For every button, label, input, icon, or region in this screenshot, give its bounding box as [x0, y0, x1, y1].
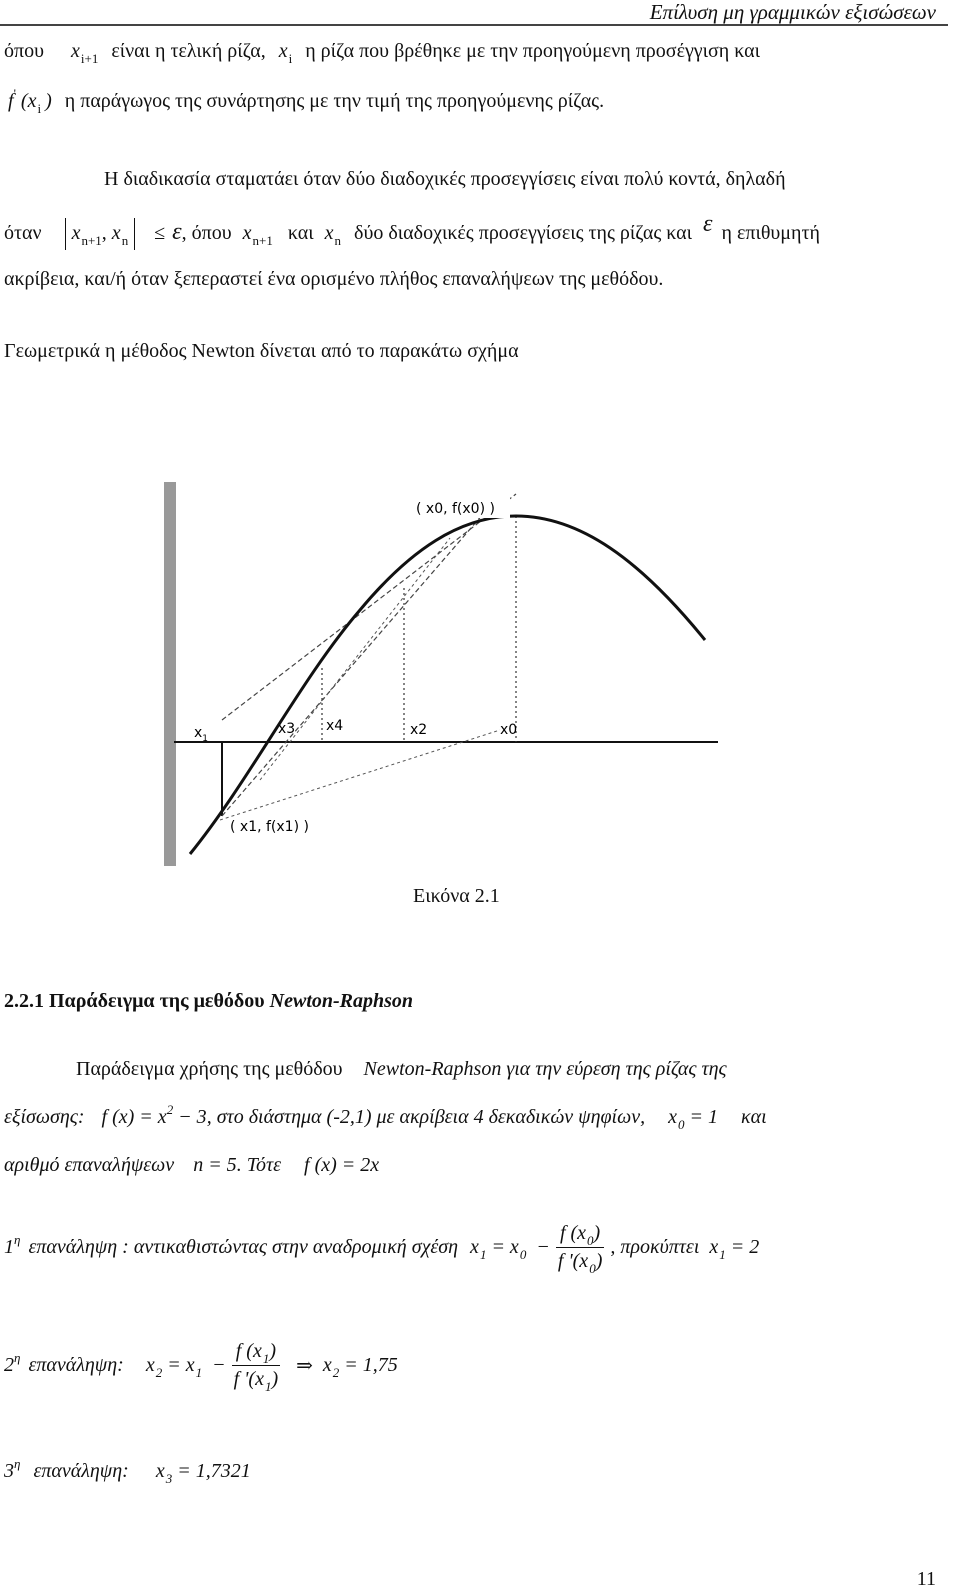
numerator [232, 1340, 280, 1366]
label-x1-fx1: ( x1, f(x1) ) [230, 819, 309, 835]
text: Παράδειγμα χρήσης της μεθόδου [76, 1058, 343, 1080]
header-rule [0, 24, 948, 26]
label-x4: x4 [326, 718, 344, 734]
sub: 0 [519, 1247, 527, 1262]
s: 0 [589, 1261, 596, 1276]
var-x: x [278, 40, 288, 62]
var: x [470, 1236, 479, 1258]
sub: 1 [479, 1247, 487, 1262]
para1-line1 [4, 40, 761, 66]
word-opou: , όπου [181, 222, 232, 244]
minus: − [212, 1354, 226, 1376]
var-x: x [71, 40, 80, 62]
n: f (x [559, 1222, 587, 1244]
page-number: 11 [916, 1568, 936, 1590]
text: είναι η τελική ρίζα, [111, 40, 266, 62]
var: x [709, 1236, 719, 1258]
val: = 1,7321 [177, 1460, 251, 1482]
text: επανάληψη: [33, 1460, 129, 1482]
sub-i: i [37, 101, 42, 116]
denominator [230, 1366, 283, 1394]
d: f '(x [233, 1368, 264, 1390]
sub-i: i [288, 51, 293, 66]
paren-open: ( [20, 90, 28, 112]
eq: = x [491, 1236, 519, 1258]
iter-num [4, 1232, 21, 1259]
tangent-at-x1 [222, 506, 490, 816]
result [322, 1354, 398, 1380]
para2-line2 [4, 211, 820, 250]
iteration-2 [4, 1340, 398, 1394]
sub: 2 [155, 1365, 163, 1380]
x0-sub: 0 [678, 1117, 685, 1132]
eq-lhs: f (x) = x [101, 1106, 167, 1128]
text: αριθμό επαναλήψεων [4, 1154, 175, 1176]
implies-arrow: ⇒ [296, 1355, 313, 1377]
fraction [554, 1222, 607, 1276]
sub-i1: i+1 [80, 51, 99, 66]
c: ) [593, 1222, 601, 1244]
section-title-latin: Newton-Raphson [269, 990, 414, 1012]
lhs [145, 1354, 203, 1380]
figure-left-bar [164, 482, 176, 866]
c: ) [595, 1250, 603, 1272]
sub: 1 [719, 1247, 726, 1262]
prime: ' [13, 86, 16, 101]
word-opou: όπου [4, 40, 44, 62]
label-x1-sub: 1 [202, 734, 209, 744]
x0-eq [668, 1106, 719, 1132]
sup: η [14, 1456, 21, 1471]
para1-line2 [8, 86, 605, 116]
label-x3: x3 [278, 721, 296, 737]
var-x: x [71, 222, 81, 244]
s: 0 [587, 1233, 594, 1248]
val: = 1,75 [344, 1354, 398, 1376]
x0-var: x [668, 1106, 678, 1128]
paren-close: ) [45, 90, 52, 112]
var-x: x [111, 222, 121, 244]
numerator [556, 1222, 604, 1248]
sub-n: n [334, 233, 342, 248]
equation [101, 1102, 207, 1128]
iter-num [4, 1350, 21, 1377]
var: x [145, 1354, 155, 1376]
tangent-at-x0 [222, 494, 516, 720]
var-x: x [242, 222, 252, 244]
n: f (x [235, 1340, 262, 1362]
section-heading [4, 990, 413, 1013]
sub-n1: n+1 [252, 233, 273, 248]
c: ) [271, 1368, 279, 1390]
result [709, 1236, 760, 1262]
eq-rest: − 3 [178, 1106, 207, 1128]
num: 3 [4, 1460, 14, 1482]
example-line1 [76, 1058, 727, 1081]
var-f: f [8, 90, 14, 112]
d: f '(x [557, 1250, 589, 1272]
leq-symbol: ≤ [154, 222, 166, 244]
epsilon: ε [172, 219, 182, 245]
lhs [470, 1236, 527, 1262]
sub: 1 [195, 1365, 203, 1380]
label-x0: x0 [500, 722, 518, 738]
text: εξίσωσης: [4, 1106, 85, 1128]
sub: 3 [165, 1471, 173, 1486]
text: επανάληψη: [28, 1354, 124, 1376]
para3: Γεωμετρικά η μέθοδος Newton δίνεται από το παρακάτω σχήμα [4, 340, 519, 362]
var-x: x [324, 222, 334, 244]
text: επανάληψη : αντικαθιστώντας στην αναδρομική σχέση [28, 1236, 459, 1258]
iteration-1 [4, 1222, 760, 1276]
sub-n1: n+1 [81, 233, 102, 248]
word-otan: όταν [4, 222, 42, 244]
var-x: x [27, 90, 37, 112]
word-kai: και [741, 1106, 767, 1128]
figure-caption: Εικόνα 2.1 [413, 885, 500, 907]
example-line3 [4, 1154, 379, 1177]
para2-line1: Η διαδικασία σταματάει όταν δύο διαδοχικές προσεγγίσεις είναι πολύ κοντά, δηλαδή [104, 168, 786, 190]
sub-n: n [121, 233, 129, 248]
label-x1-x: x [194, 725, 203, 741]
text: δύο διαδοχικές προσεγγίσεις της ρίζας και [354, 222, 693, 244]
s: 1 [264, 1379, 272, 1394]
eq: = x [167, 1354, 195, 1376]
example-line2 [4, 1102, 767, 1132]
num: 2 [4, 1354, 14, 1376]
denominator [554, 1248, 607, 1276]
label-x0-fx0: ( x0, f(x0) ) [416, 501, 495, 517]
text: η παράγωγος της συνάρτησης με την τιμή της προηγούμενης ρίζας. [64, 90, 605, 112]
sup: η [14, 1350, 21, 1365]
newton-method-figure [160, 480, 720, 870]
text: , προκύπτει [610, 1236, 700, 1258]
result [155, 1460, 251, 1486]
n-eq: n = 5 [193, 1154, 237, 1176]
iter-num [4, 1456, 21, 1482]
val: = 2 [730, 1236, 760, 1258]
var: x [155, 1460, 165, 1482]
para2-line3: ακρίβεια, και/ή όταν ξεπεραστεί ένα ορισμένο πλήθος επαναλήψεων της μεθόδου. [4, 268, 664, 290]
tangent-at-x3 [220, 730, 500, 820]
minus: − [536, 1236, 550, 1258]
section-title: Παράδειγμα της μεθόδου [49, 990, 265, 1012]
running-header: Επίλυση μη γραμμικών εξισώσεων [649, 0, 936, 24]
comma: , [101, 222, 107, 244]
fraction [230, 1340, 283, 1394]
section-number: 2.2.1 [4, 990, 44, 1012]
sub: 2 [332, 1365, 340, 1380]
x0-val: = 1 [689, 1106, 719, 1128]
label-x2: x2 [410, 722, 428, 738]
tangent-at-x2 [260, 538, 450, 780]
abs-expression [65, 218, 136, 250]
derivative: f (x) = 2x [304, 1154, 380, 1176]
eq-sup: 2 [166, 1102, 174, 1117]
word-kai: και [287, 222, 314, 244]
iteration-3 [4, 1456, 251, 1486]
text: , στο διάστημα (-2,1) με ακρίβεια 4 δεκαδικών ψηφίων, [206, 1106, 646, 1128]
epsilon: ε [703, 211, 713, 237]
text: . Τότε [236, 1154, 282, 1176]
num: 1 [4, 1236, 14, 1258]
text-italic: Newton-Raphson για την εύρεση της ρίζας της [363, 1058, 727, 1080]
text: η επιθυμητή [721, 222, 820, 244]
text: η ρίζα που βρέθηκε με την προηγούμενη προσέγγιση και [305, 40, 761, 62]
s: 1 [262, 1351, 270, 1366]
sup: η [14, 1232, 21, 1247]
c: ) [269, 1340, 276, 1362]
var: x [322, 1354, 332, 1376]
